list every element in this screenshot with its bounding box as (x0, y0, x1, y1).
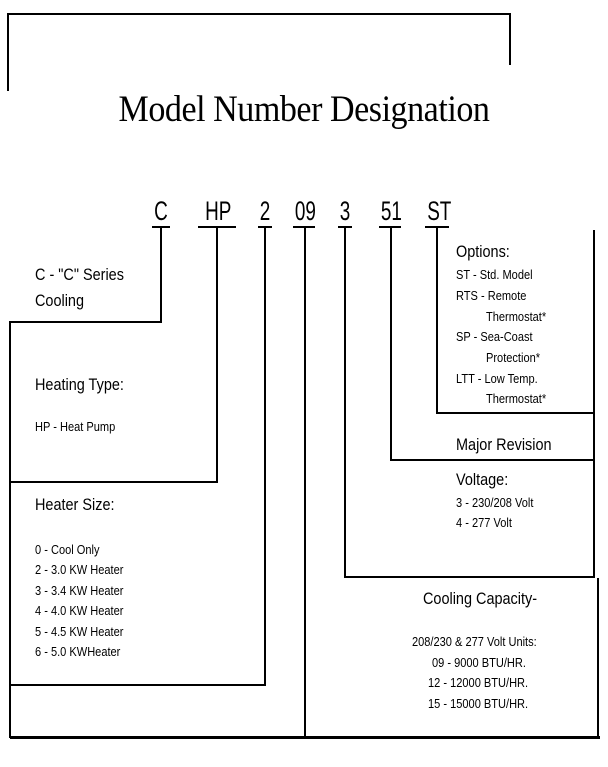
series-box-bottom (9, 321, 162, 323)
code-voltage: 3 (339, 196, 351, 226)
options-connector (436, 227, 438, 414)
heating-connector (216, 227, 218, 483)
outer-border-top (7, 13, 511, 15)
options-item: SP - Sea-Coast (456, 329, 533, 344)
heating-type-heading: Heating Type: (35, 375, 124, 394)
capacity-box-left (304, 578, 306, 738)
revision-box-bottom (390, 459, 594, 461)
options-item: ST - Std. Model (456, 267, 533, 282)
series-line2: Cooling (35, 291, 85, 310)
options-item: Thermostat* (486, 309, 547, 324)
heater-size-heading: Heater Size: (35, 495, 115, 514)
major-revision-heading: Major Revision (456, 435, 552, 454)
heater-size-item: 3 - 3.4 KW Heater (35, 583, 124, 598)
left-border (9, 323, 11, 738)
heater-size-item: 2 - 3.0 KW Heater (35, 562, 124, 577)
heater-box-bottom (9, 684, 266, 686)
options-item: RTS - Remote (456, 288, 527, 303)
heater-size-item: 4 - 4.0 KW Heater (35, 603, 124, 618)
voltage-connector (344, 227, 346, 578)
cooling-capacity-item: 15 - 15000 BTU/HR. (428, 696, 529, 711)
heater-connector (264, 227, 266, 685)
heater-size-item: 6 - 5.0 KWHeater (35, 644, 121, 659)
options-box-bottom (436, 412, 594, 414)
heater-size-item: 0 - Cool Only (35, 542, 100, 557)
cooling-capacity-item: 12 - 12000 BTU/HR. (428, 675, 529, 690)
right-border (593, 230, 595, 578)
code-cooling-capacity: 09 (294, 196, 316, 226)
outer-border-right (509, 13, 511, 65)
heater-size-item: 5 - 4.5 KW Heater (35, 624, 124, 639)
cooling-capacity-item: 09 - 9000 BTU/HR. (432, 655, 526, 670)
code-heater-size: 2 (259, 196, 271, 226)
page-title: Model Number Designation (118, 89, 490, 130)
series-connector (160, 227, 162, 323)
code-options: ST (427, 196, 452, 226)
options-item: Thermostat* (486, 391, 547, 406)
voltage-item: 4 - 277 Volt (456, 515, 512, 530)
voltage-box-bottom (344, 576, 594, 578)
cooling-capacity-subheading: 208/230 & 277 Volt Units: (412, 634, 537, 649)
heating-box-bottom (9, 481, 218, 483)
outer-border-left (7, 13, 9, 91)
revision-connector (390, 227, 392, 461)
options-item: LTT - Low Temp. (456, 371, 538, 386)
capacity-box-right (597, 578, 599, 738)
options-item: Protection* (486, 350, 541, 365)
code-major-revision: 51 (380, 196, 402, 226)
code-series: C (154, 196, 168, 226)
voltage-item: 3 - 230/208 Volt (456, 495, 534, 510)
voltage-heading: Voltage: (456, 470, 509, 489)
series-line1: C - "C" Series (35, 265, 124, 284)
code-heating-type: HP (205, 196, 232, 226)
options-heading: Options: (456, 242, 510, 261)
heating-type-item: HP - Heat Pump (35, 419, 116, 434)
cooling-capacity-heading: Cooling Capacity- (423, 589, 538, 608)
